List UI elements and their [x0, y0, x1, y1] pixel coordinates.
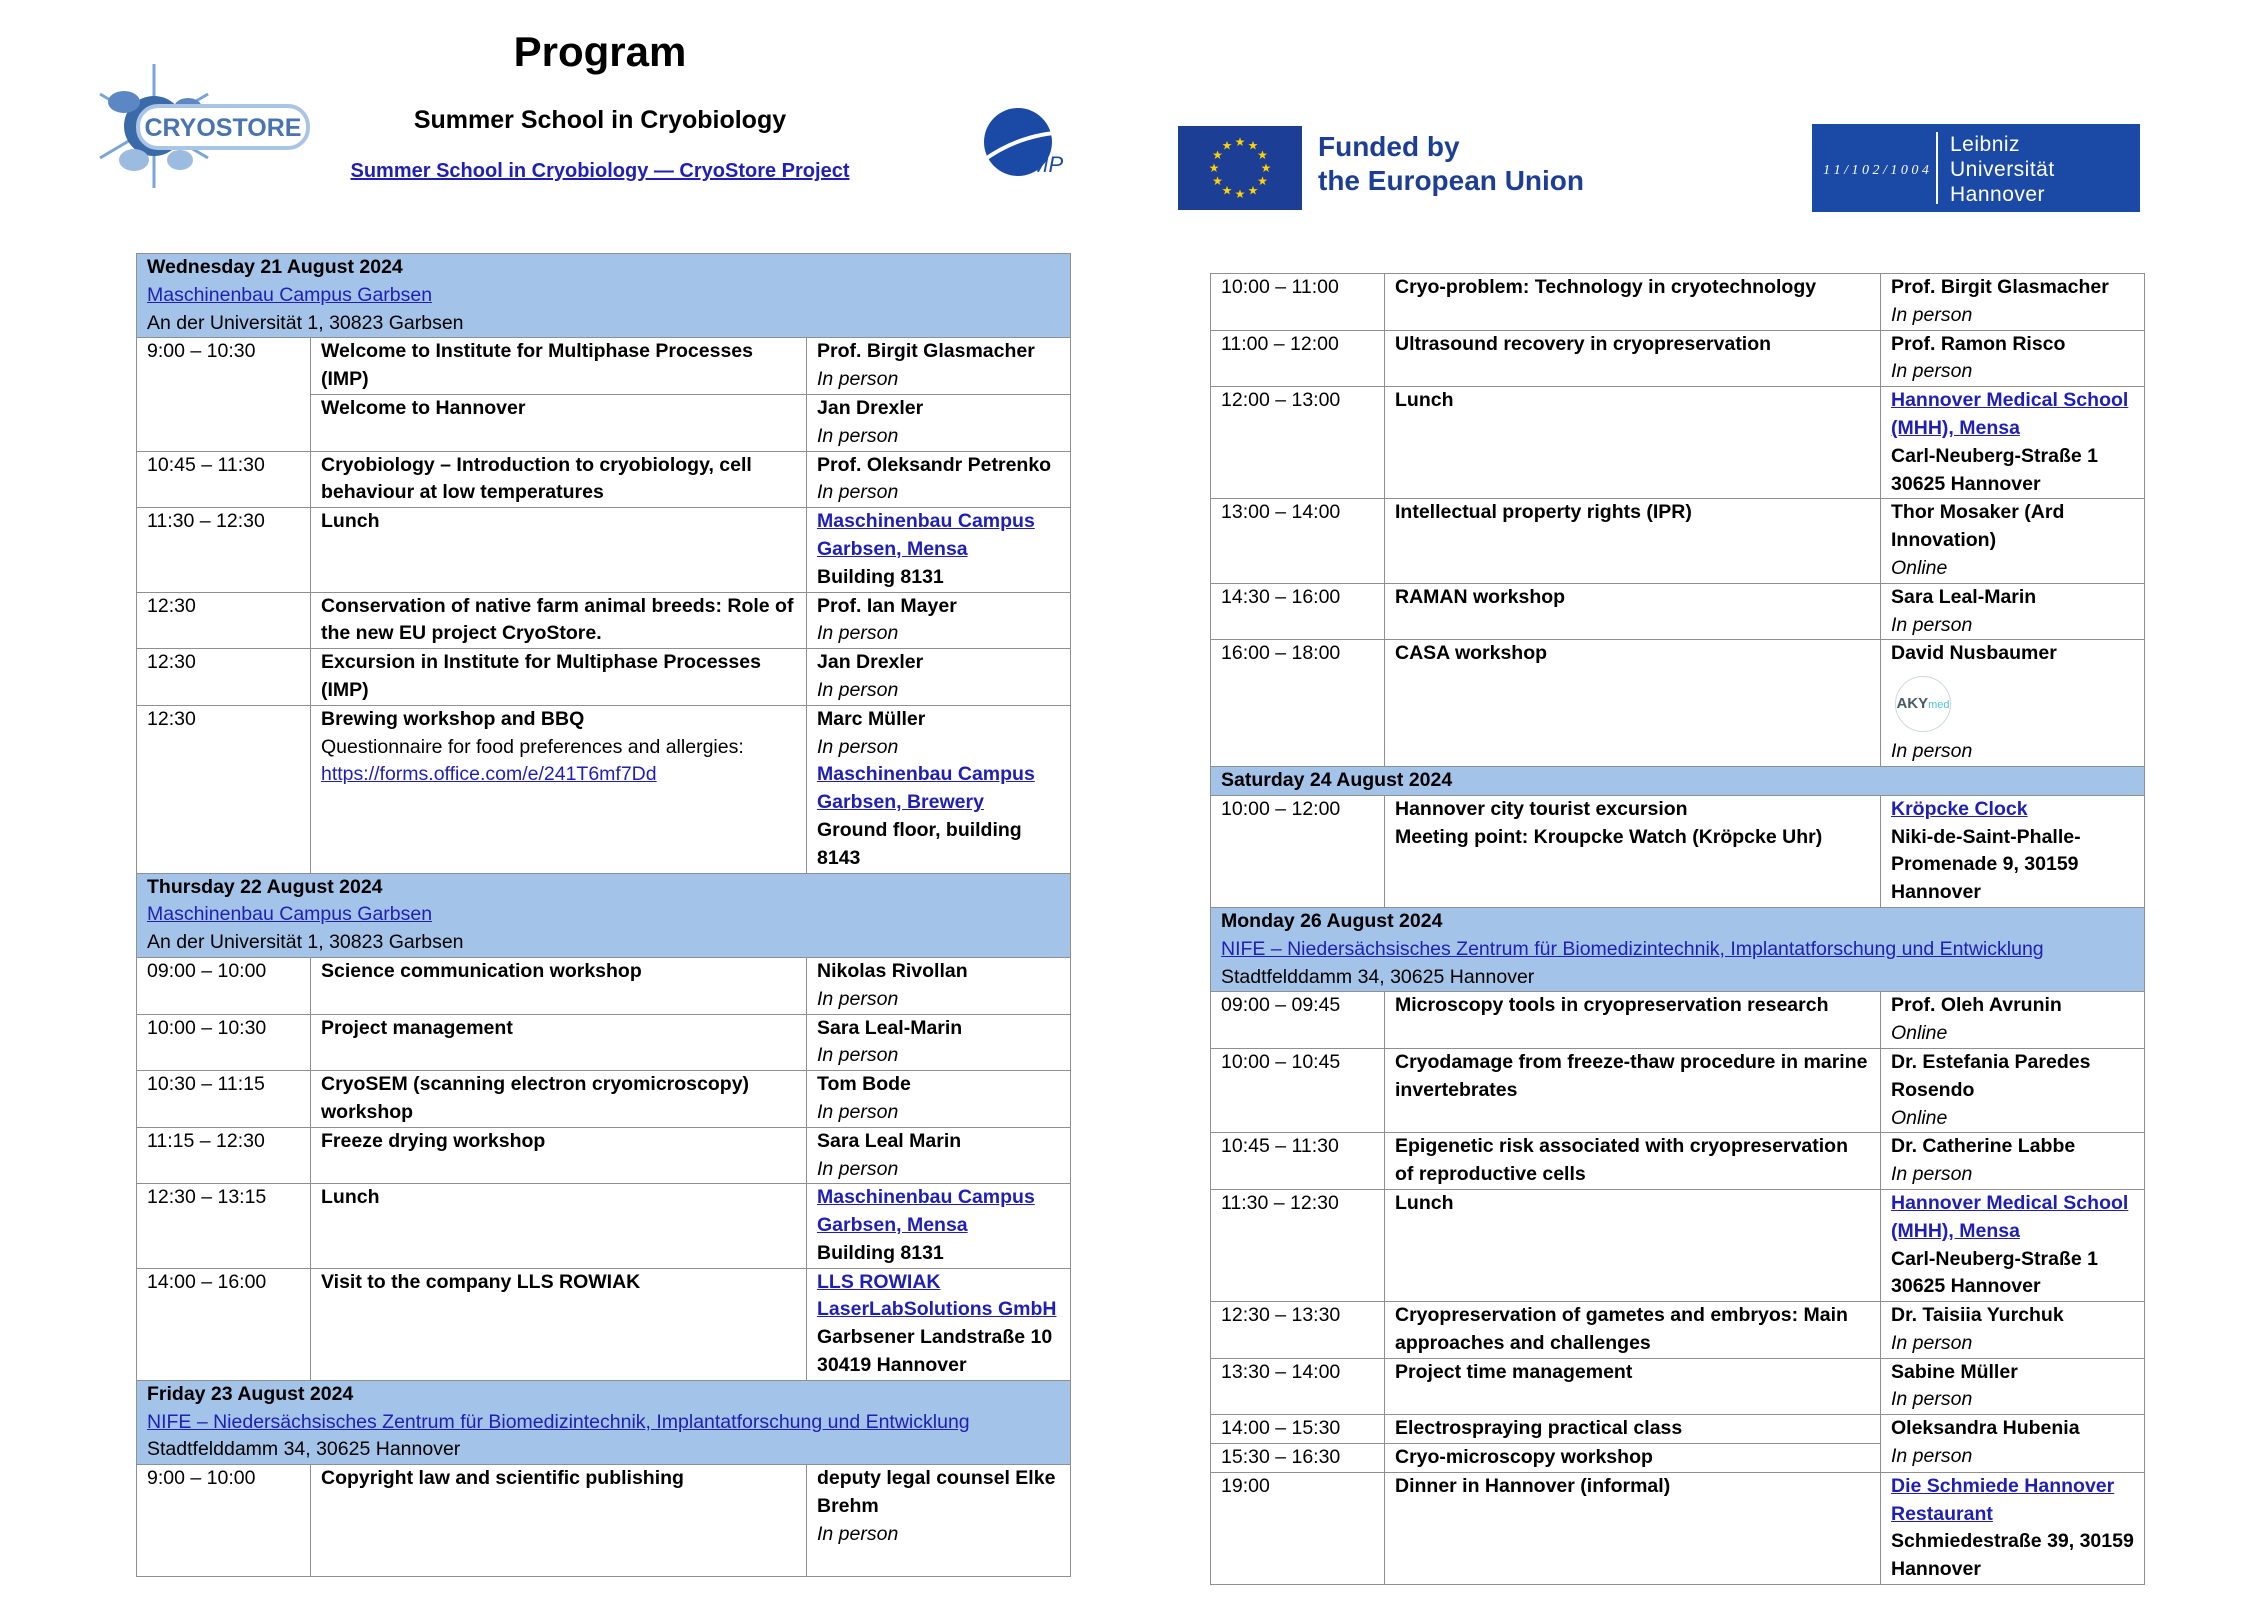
- session-title: Freeze drying workshop: [311, 1127, 807, 1184]
- mode: In person: [1891, 740, 1973, 763]
- speaker: Dr. Taisiia Yurchuk: [1891, 1304, 2064, 1327]
- time-cell: 13:30 – 14:00: [1211, 1358, 1385, 1415]
- mode: In person: [1891, 1445, 1973, 1468]
- eu-star-icon: ★: [1234, 135, 1246, 149]
- time-cell: 15:30 – 16:30: [1211, 1444, 1385, 1473]
- time-cell: 12:30: [137, 705, 311, 873]
- eu-star-icon: ★: [1208, 161, 1220, 175]
- location-link[interactable]: Die Schmiede Hannover Restaurant: [1891, 1474, 2115, 1525]
- luh-line2: Universität: [1950, 158, 2055, 181]
- time-cell: 16:00 – 18:00: [1211, 640, 1385, 767]
- speaker: Oleksandra Hubenia: [1891, 1417, 2080, 1440]
- table-row: [137, 1465, 1071, 1577]
- eu-text-line1: Funded by: [1318, 131, 1460, 162]
- table-row: [1211, 1358, 2145, 1415]
- day-header-wednesday: [137, 254, 1071, 338]
- table-row: [137, 508, 1071, 592]
- location: Carl-Neuberg-Straße 1 30625 Hannover: [1891, 1247, 2098, 1298]
- location-link[interactable]: Hannover Medical School (MHH), Mensa: [1891, 1191, 2129, 1242]
- table-row: [137, 1127, 1071, 1184]
- time-cell: 10:00 – 10:30: [137, 1014, 311, 1071]
- session-title: Welcome to Institute for Multiphase Processes (IMP): [311, 338, 807, 395]
- table-row: [1211, 992, 2145, 1049]
- table-row: [137, 1014, 1071, 1071]
- table-row: [1211, 274, 2145, 331]
- session-title: Lunch: [1385, 1189, 1881, 1301]
- eu-star-icon: ★: [1221, 138, 1233, 153]
- speaker: Dr. Estefania Paredes Rosendo: [1891, 1050, 2091, 1101]
- cryostore-logo-text: CRYOSTORE: [144, 114, 302, 142]
- day-header-friday: [137, 1380, 1071, 1464]
- speaker: Prof. Oleksandr Petrenko: [817, 453, 1052, 476]
- time-cell: 12:30 – 13:15: [137, 1184, 311, 1268]
- location-link[interactable]: Maschinenbau Campus Garbsen, Mensa: [817, 1186, 1035, 1237]
- table-row: [137, 705, 1071, 873]
- mode: Online: [1891, 1106, 1948, 1129]
- time-cell: 14:00 – 15:30: [1211, 1415, 1385, 1444]
- luh-name: [1950, 132, 2055, 207]
- akymed-logo-a: AKY: [1896, 695, 1929, 713]
- time-cell: 11:15 – 12:30: [137, 1127, 311, 1184]
- session-title: Lunch: [1385, 387, 1881, 499]
- luh-digits-logo: [1822, 130, 1930, 206]
- table-row: [1211, 1415, 2145, 1444]
- location: Building 8131: [817, 1241, 944, 1264]
- speaker: Prof. Birgit Glasmacher: [817, 340, 1035, 363]
- mode: In person: [1891, 303, 1973, 326]
- speaker: Nikolas Rivollan: [817, 959, 968, 982]
- time-cell: 13:00 – 14:00: [1211, 499, 1385, 583]
- eu-star-icon: ★: [1260, 161, 1272, 175]
- akymed-logo-b: med: [1928, 699, 1950, 712]
- venue-link[interactable]: NIFE – Niedersächsisches Zentrum für Biomedizintechnik, Implantatforschung und Entwicklung: [1221, 937, 2044, 960]
- time-cell: 10:00 – 11:00: [1211, 274, 1385, 331]
- venue-address: An der Universität 1, 30823 Garbsen: [147, 311, 464, 334]
- speaker: Marc Müller: [817, 707, 926, 730]
- table-row: [137, 649, 1071, 706]
- table-row: [1211, 387, 2145, 499]
- eu-text-line2: the European Union: [1318, 165, 1584, 196]
- time-cell: 10:00 – 10:45: [1211, 1048, 1385, 1132]
- luh-logo: [1812, 124, 2140, 212]
- time-cell: 10:45 – 11:30: [137, 451, 311, 508]
- venue-address: Stadtfelddamm 34, 30625 Hannover: [1221, 965, 1535, 988]
- imp-logo: [980, 104, 1070, 184]
- time-cell: 11:30 – 12:30: [137, 508, 311, 592]
- session-title: Cryodamage from freeze-thaw procedure in marine invertebrates: [1385, 1048, 1881, 1132]
- luh-line3: Hannover: [1950, 183, 2046, 206]
- venue-link[interactable]: Maschinenbau Campus Garbsen: [147, 283, 433, 306]
- table-row: [137, 1184, 1071, 1268]
- speaker: Jan Drexler: [817, 396, 924, 419]
- table-row: [1211, 1048, 2145, 1132]
- location-link[interactable]: Maschinenbau Campus Garbsen, Mensa: [817, 510, 1035, 560]
- mode: In person: [1891, 613, 1973, 636]
- time-cell: 12:30 – 13:30: [1211, 1302, 1385, 1359]
- mode: In person: [1891, 360, 1973, 383]
- day-header-row: [137, 1380, 1071, 1464]
- time-cell: 10:45 – 11:30: [1211, 1133, 1385, 1190]
- day-title: Saturday 24 August 2024: [1221, 768, 1453, 791]
- table-row: [1211, 1472, 2145, 1584]
- day-header-row: [137, 254, 1071, 338]
- eu-star-icon: ★: [1221, 183, 1233, 198]
- session-title: CASA workshop: [1385, 640, 1881, 767]
- session-note: Questionnaire for food preferences and allergies:: [321, 735, 744, 758]
- session-title: Cryopreservation of gametes and embryos: Main approaches and challenges: [1385, 1302, 1881, 1359]
- page-subtitle: Summer School in Cryobiology: [413, 106, 787, 134]
- session-title: Electrospraying practical class: [1385, 1415, 1881, 1444]
- session-title: Lunch: [311, 1184, 807, 1268]
- speaker: David Nusbaumer: [1891, 642, 2057, 665]
- cryostore-logo: [84, 56, 314, 196]
- day-header-monday: [1211, 907, 2145, 991]
- session-title: Visit to the company LLS ROWIAK: [311, 1268, 807, 1380]
- day-header-row: [137, 873, 1071, 957]
- table-row: [1211, 1189, 2145, 1301]
- session-title: Hannover city tourist excursion: [1395, 797, 1688, 820]
- venue-link[interactable]: NIFE – Niedersächsisches Zentrum für Biomedizintechnik, Implantatforschung und Entwicklung: [147, 1410, 970, 1433]
- session-title: Lunch: [311, 508, 807, 592]
- questionnaire-link[interactable]: https://forms.office.com/e/241T6mf7Dd: [321, 763, 657, 786]
- day-header-row: [1211, 907, 2145, 991]
- session-title: Ultrasound recovery in cryopreservation: [1385, 330, 1881, 387]
- mode: In person: [1891, 1388, 1973, 1411]
- session-title: Microscopy tools in cryopreservation research: [1385, 992, 1881, 1049]
- table-row: [137, 1268, 1071, 1380]
- mode: In person: [817, 1100, 899, 1123]
- speaker: Prof. Oleh Avrunin: [1891, 994, 2062, 1017]
- time-cell: 12:30: [137, 592, 311, 649]
- eu-star-icon: ★: [1247, 138, 1259, 153]
- mode: In person: [817, 481, 899, 504]
- session-note: Meeting point: Kroupcke Watch (Kröpcke Uhr): [1395, 825, 1823, 848]
- eu-star-icon: ★: [1212, 148, 1223, 162]
- table-row: [1211, 330, 2145, 387]
- luh-separator: [1936, 132, 1938, 204]
- venue-address: Stadtfelddamm 34, 30625 Hannover: [147, 1438, 461, 1461]
- time-cell: 09:00 – 10:00: [137, 957, 311, 1014]
- eu-star-icon: ★: [1247, 183, 1259, 198]
- eu-star-icon: ★: [1234, 187, 1246, 201]
- akymed-logo: [1895, 676, 1951, 732]
- location: Garbsener Landstraße 10 30419 Hannover: [817, 1326, 1053, 1377]
- speaker: Jan Drexler: [817, 651, 924, 674]
- location: Niki-de-Saint-Phalle-Promenade 9, 30159 Hannover: [1891, 825, 2081, 904]
- speaker: Sara Leal Marin: [817, 1129, 962, 1152]
- table-row: [1211, 640, 2145, 767]
- mode: In person: [817, 622, 899, 645]
- location-link[interactable]: Kröpcke Clock: [1891, 797, 2028, 820]
- mode: In person: [1891, 1331, 1973, 1354]
- venue-address: An der Universität 1, 30823 Garbsen: [147, 931, 464, 954]
- session-title: Excursion in Institute for Multiphase Processes (IMP): [311, 649, 807, 706]
- day-header-row: [1211, 766, 2145, 795]
- mode: In person: [817, 987, 899, 1010]
- session-title: Cryo-microscopy workshop: [1385, 1444, 1881, 1473]
- eu-star-icon: ★: [1257, 174, 1268, 188]
- speaker-cell: [807, 1465, 1071, 1577]
- day-title: Thursday 22 August 2024: [147, 875, 383, 898]
- speaker: Prof. Ian Mayer: [817, 594, 957, 617]
- time-cell: 14:30 – 16:00: [1211, 583, 1385, 640]
- location: Building 8131: [817, 565, 944, 588]
- day-header-thursday: [137, 873, 1071, 957]
- mode: In person: [817, 678, 899, 701]
- table-row: [137, 451, 1071, 508]
- time-cell: 09:00 – 09:45: [1211, 992, 1385, 1049]
- luh-logo-digits: 1 1 / 1 0 2 / 1 0 0 4: [1823, 163, 1929, 178]
- eu-flag-icon: [1178, 126, 1302, 210]
- page-title: Program: [513, 28, 687, 75]
- table-row: [1211, 1302, 2145, 1359]
- speaker: Sara Leal-Marin: [817, 1016, 963, 1039]
- mode: In person: [817, 1157, 899, 1180]
- location: Carl-Neuberg-Straße 1 30625 Hannover: [1891, 444, 2098, 495]
- session-title: Cryo-problem: Technology in cryotechnology: [1385, 274, 1881, 331]
- mode: In person: [1891, 1163, 1973, 1186]
- location-link[interactable]: Maschinenbau Campus Garbsen, Brewery: [817, 763, 1035, 814]
- session-title: RAMAN workshop: [1385, 583, 1881, 640]
- table-row: [137, 957, 1071, 1014]
- table-row: [137, 338, 1071, 395]
- day-header-saturday: [1211, 766, 2145, 795]
- mode: In person: [817, 424, 899, 447]
- time-cell: 12:30: [137, 649, 311, 706]
- mode: In person: [817, 1522, 899, 1545]
- mode: In person: [817, 1044, 899, 1067]
- speaker: Sara Leal-Marin: [1891, 585, 2037, 608]
- time-cell: 14:00 – 16:00: [137, 1268, 311, 1380]
- location-link[interactable]: LLS ROWIAK LaserLabSolutions GmbH: [817, 1270, 1057, 1321]
- schedule-table-left: [136, 253, 1071, 1577]
- table-row: [137, 1071, 1071, 1128]
- session-title: Brewing workshop and BBQ: [321, 707, 585, 730]
- session-title: Conservation of native farm animal breeds: Role of the new EU project CryoStore.: [311, 592, 807, 649]
- eu-star-icon: ★: [1257, 148, 1268, 162]
- day-title: Friday 23 August 2024: [147, 1382, 354, 1405]
- time-cell: 10:00 – 12:00: [1211, 795, 1385, 907]
- location-link[interactable]: Hannover Medical School (MHH), Mensa: [1891, 389, 2129, 439]
- table-row: [1211, 1133, 2145, 1190]
- session-title: Welcome to Hannover: [311, 394, 807, 451]
- imp-logo-text: IMP: [1024, 152, 1064, 177]
- mode: In person: [817, 735, 899, 758]
- project-link[interactable]: Summer School in Cryobiology — CryoStore Project: [350, 160, 850, 182]
- time-cell: 9:00 – 10:00: [137, 1465, 311, 1577]
- time-cell: 11:00 – 12:00: [1211, 330, 1385, 387]
- table-row: [1211, 583, 2145, 640]
- day-title: Monday 26 August 2024: [1221, 909, 1443, 932]
- mode: Online: [1891, 1022, 1948, 1045]
- location: Schmiedestraße 39, 30159 Hannover: [1891, 1530, 2134, 1581]
- speaker: Sabine Müller: [1891, 1360, 2018, 1383]
- session-title: Project management: [311, 1014, 807, 1071]
- eu-star-icon: ★: [1212, 174, 1223, 188]
- session-title: CryoSEM (scanning electron cryomicroscopy) workshop: [311, 1071, 807, 1128]
- speaker: Prof. Ramon Risco: [1891, 332, 2066, 355]
- session-title: Science communication workshop: [311, 957, 807, 1014]
- session-title: Copyright law and scientific publishing: [311, 1465, 807, 1577]
- mode: Online: [1891, 556, 1948, 579]
- speaker: deputy legal counsel Elke Brehm: [817, 1467, 1056, 1518]
- schedule-table-right: [1210, 273, 2145, 1585]
- session-title: Epigenetic risk associated with cryopreservation of reproductive cells: [1385, 1133, 1881, 1190]
- speaker: Dr. Catherine Labbe: [1891, 1135, 2076, 1158]
- speaker: Thor Mosaker (Ard Innovation): [1891, 501, 2065, 552]
- location: Ground floor, building 8143: [817, 818, 1022, 869]
- time-cell: 12:00 – 13:00: [1211, 387, 1385, 499]
- speaker: Prof. Birgit Glasmacher: [1891, 276, 2109, 298]
- venue-link[interactable]: Maschinenbau Campus Garbsen: [147, 903, 433, 926]
- table-row: [137, 592, 1071, 649]
- speaker: Tom Bode: [817, 1073, 911, 1096]
- session-title: Intellectual property rights (IPR): [1385, 499, 1881, 583]
- time-cell: 19:00: [1211, 1472, 1385, 1584]
- time-cell: 10:30 – 11:15: [137, 1071, 311, 1128]
- time-cell: 11:30 – 12:30: [1211, 1189, 1385, 1301]
- session-title: Dinner in Hannover (informal): [1385, 1472, 1881, 1584]
- mode: In person: [817, 368, 899, 391]
- luh-line1: Leibniz: [1950, 133, 2021, 156]
- day-title: Wednesday 21 August 2024: [147, 256, 403, 278]
- time-cell: 9:00 – 10:30: [137, 338, 311, 451]
- table-row: [1211, 795, 2145, 907]
- session-title: Project time management: [1385, 1358, 1881, 1415]
- session-title: Cryobiology – Introduction to cryobiology, cell behaviour at low temperatures: [311, 451, 807, 508]
- eu-funding-text: [1318, 130, 1584, 198]
- table-row: [1211, 499, 2145, 583]
